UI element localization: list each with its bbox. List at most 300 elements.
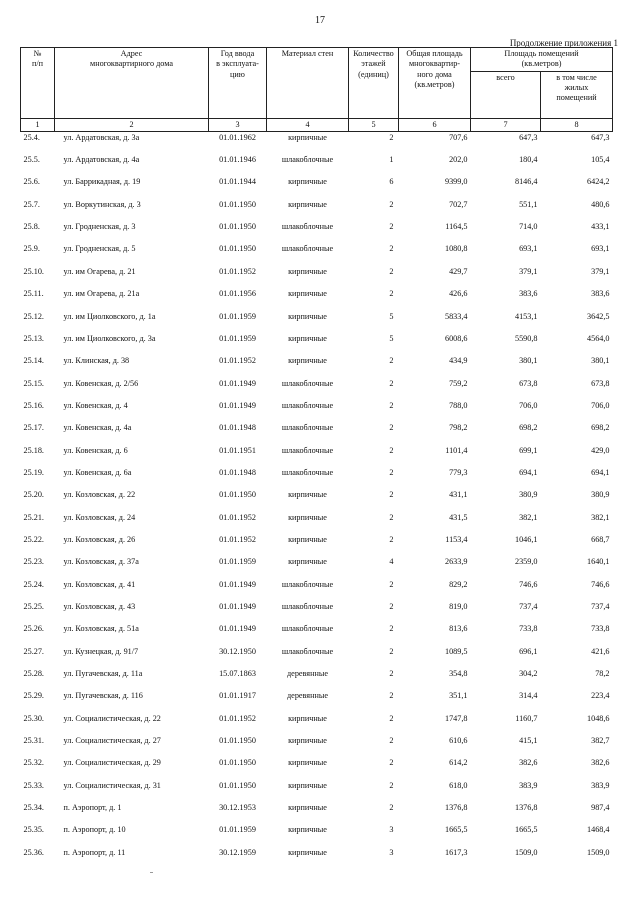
- row-number: 25.19.: [23, 467, 44, 477]
- table-row: [21, 446, 613, 468]
- wall-material: кирпичные: [288, 333, 327, 343]
- floors: 1: [389, 155, 394, 165]
- premises-area-residential: 673,8: [591, 378, 610, 388]
- premises-area-all: 698,2: [519, 423, 538, 433]
- premises-area-residential: 1468,4: [587, 825, 610, 835]
- total-area: 1080,8: [444, 244, 468, 254]
- premises-area-all: 1046,1: [514, 534, 538, 544]
- wall-material: кирпичные: [288, 199, 327, 209]
- table-row: [21, 602, 613, 624]
- premises-area-residential: 382,6: [591, 758, 610, 768]
- address: ул. им Огарева, д. 21: [63, 266, 136, 276]
- row-number: 25.27.: [23, 646, 44, 656]
- premises-area-residential: 78,2: [595, 669, 610, 678]
- column-number: 7: [471, 118, 541, 131]
- table-row: [21, 714, 613, 736]
- premises-area-residential: 382,1: [591, 512, 610, 522]
- premises-area-residential: 1048,6: [587, 713, 610, 723]
- total-area: 1089,5: [444, 646, 468, 656]
- wall-material: шлакоблочные: [281, 423, 334, 433]
- table-row: [21, 200, 613, 222]
- commission-date: 01.01.1944: [219, 177, 256, 187]
- premises-area-residential: 379,1: [591, 266, 610, 276]
- floors: 3: [389, 825, 394, 835]
- premises-area-all: 1665,5: [514, 825, 538, 835]
- scan-mark: [150, 872, 153, 873]
- address: ул. Ковенская, д. 4а: [63, 423, 132, 433]
- total-area: 788,0: [449, 400, 468, 410]
- wall-material: кирпичные: [288, 490, 327, 500]
- wall-material: кирпичные: [288, 289, 327, 299]
- floors: 2: [389, 244, 394, 254]
- commission-date: 01.01.1952: [219, 356, 256, 366]
- commission-date: 30.12.1950: [219, 646, 256, 656]
- total-area: 9399,0: [444, 177, 468, 187]
- total-area: 702,7: [449, 199, 468, 209]
- premises-area-residential: 383,9: [591, 780, 610, 790]
- wall-material: деревянные: [287, 669, 328, 678]
- address: ул. Ковенская, д. 4: [63, 400, 128, 410]
- premises-area-all: 415,1: [519, 736, 538, 746]
- floors: 2: [389, 132, 394, 142]
- commission-date: 01.01.1950: [219, 758, 256, 768]
- premises-area-all: 379,1: [519, 266, 538, 276]
- floors: 2: [389, 378, 394, 388]
- wall-material: шлакоблочные: [281, 378, 334, 388]
- floors: 3: [389, 847, 394, 857]
- row-number: 25.22.: [23, 534, 44, 544]
- floors: 2: [389, 736, 394, 746]
- address: ул. Козловская, д. 24: [63, 512, 136, 522]
- address: ул. Козловская, д. 22: [63, 490, 136, 500]
- address: ул. им Циолковского, д. 3а: [63, 333, 156, 343]
- header-floors: Количество этажей (единиц): [349, 48, 399, 119]
- column-number: 3: [209, 118, 267, 131]
- table-row: [21, 825, 613, 847]
- floors: 2: [389, 713, 394, 723]
- premises-area-all: 8146,4: [514, 177, 538, 187]
- column-number: 4: [267, 118, 349, 131]
- floors: 2: [389, 467, 394, 477]
- table-row: [21, 177, 613, 199]
- premises-area-all: 180,4: [519, 155, 538, 165]
- row-number: 25.7.: [23, 199, 40, 209]
- row-number: 25.13.: [23, 333, 44, 343]
- row-number: 25.28.: [23, 669, 44, 678]
- wall-material: шлакоблочные: [281, 222, 334, 232]
- commission-date: 01.01.1948: [219, 467, 256, 477]
- header-material: Материал стен: [267, 48, 349, 119]
- wall-material: шлакоблочные: [281, 155, 334, 165]
- commission-date: 01.01.1917: [219, 691, 256, 701]
- wall-material: кирпичные: [288, 780, 327, 790]
- address: ул. Пугачевская, д. 11а: [63, 669, 143, 678]
- premises-area-residential: 223,4: [591, 691, 610, 701]
- premises-area-residential: 429,0: [591, 445, 610, 455]
- row-number: 25.23.: [23, 557, 44, 567]
- wall-material: кирпичные: [288, 534, 327, 544]
- row-number: 25.17.: [23, 423, 44, 433]
- address: ул. Социалистическая, д. 22: [63, 713, 161, 723]
- row-number: 25.12.: [23, 311, 44, 321]
- header-residential: в том числе жилых помещений: [541, 71, 613, 118]
- total-area: 354,8: [449, 669, 468, 678]
- total-area: 707,6: [449, 132, 468, 142]
- address: ул. Ковенская, д. 6а: [63, 467, 132, 477]
- continuation-label: Продолжение приложения 1: [509, 38, 618, 48]
- table-row: [21, 379, 613, 401]
- header-total-area: Общая площадь многоквартир- ного дома (кв.метров): [399, 48, 471, 119]
- premises-area-all: 383,6: [519, 289, 538, 299]
- row-number: 25.4.: [23, 132, 40, 142]
- wall-material: шлакоблочные: [281, 467, 334, 477]
- total-area: 5833,4: [444, 311, 468, 321]
- table-row: [21, 513, 613, 535]
- commission-date: 01.01.1951: [219, 445, 256, 455]
- premises-area-all: 382,1: [519, 512, 538, 522]
- commission-date: 01.01.1952: [219, 534, 256, 544]
- address: ул. Клинская, д. 38: [63, 356, 130, 366]
- address: ул. Воркутинская, д. 3: [63, 199, 141, 209]
- address: ул. Ардатовская, д. 3а: [63, 132, 140, 142]
- row-number: 25.9.: [23, 244, 40, 254]
- total-area: 434,9: [449, 356, 468, 366]
- premises-area-residential: 380,1: [591, 356, 610, 366]
- total-area: 1376,8: [444, 803, 468, 813]
- page-number: 17: [315, 15, 325, 26]
- table-row: [21, 244, 613, 266]
- premises-area-all: 699,1: [519, 445, 538, 455]
- total-area: 614,2: [449, 758, 468, 768]
- wall-material: шлакоблочные: [281, 646, 334, 656]
- floors: 2: [389, 579, 394, 589]
- table-header: [21, 48, 613, 132]
- commission-date: 30.12.1953: [219, 803, 256, 813]
- table-row: [21, 624, 613, 646]
- address: ул. Пугачевская, д. 116: [63, 691, 143, 701]
- premises-area-residential: 480,6: [591, 199, 610, 209]
- premises-area-all: 706,0: [519, 400, 538, 410]
- total-area: 829,2: [449, 579, 468, 589]
- floors: 2: [389, 356, 394, 366]
- wall-material: кирпичные: [288, 825, 327, 835]
- row-number: 25.16.: [23, 400, 44, 410]
- floors: 2: [389, 400, 394, 410]
- total-area: 618,0: [449, 780, 468, 790]
- row-number: 25.33.: [23, 780, 44, 790]
- row-number: 25.35.: [23, 825, 44, 835]
- commission-date: 01.01.1962: [219, 132, 256, 142]
- premises-area-residential: 737,4: [591, 601, 610, 611]
- total-area: 6008,6: [444, 333, 468, 343]
- commission-date: 01.01.1949: [219, 624, 256, 634]
- total-area: 759,2: [449, 378, 468, 388]
- commission-date: 01.01.1956: [219, 289, 256, 299]
- table-row: [21, 535, 613, 557]
- premises-area-residential: 706,0: [591, 400, 610, 410]
- table-row: [21, 334, 613, 356]
- premises-area-all: 746,6: [519, 579, 538, 589]
- premises-area-residential: 746,6: [591, 579, 610, 589]
- commission-date: 01.01.1959: [219, 557, 256, 567]
- table-row: [21, 401, 613, 423]
- commission-date: 01.01.1952: [219, 266, 256, 276]
- premises-area-all: 1376,8: [514, 803, 538, 813]
- table-row: [21, 468, 613, 490]
- total-area: 798,2: [449, 423, 468, 433]
- table-row: [21, 736, 613, 758]
- floors: 2: [389, 780, 394, 790]
- premises-area-all: 382,6: [519, 758, 538, 768]
- header-premises-area: Площадь помещений (кв.метров): [471, 48, 613, 72]
- address: ул. Кузнецкая, д. 91/7: [63, 646, 139, 656]
- commission-date: 01.01.1948: [219, 423, 256, 433]
- wall-material: шлакоблочные: [281, 624, 334, 634]
- commission-date: 01.01.1949: [219, 601, 256, 611]
- address: ул. Козловская, д. 37а: [63, 557, 139, 567]
- floors: 2: [389, 199, 394, 209]
- floors: 2: [389, 691, 394, 701]
- column-number: 6: [399, 118, 471, 131]
- row-number: 25.30.: [23, 713, 44, 723]
- premises-area-residential: 382,7: [591, 736, 610, 746]
- commission-date: 01.01.1949: [219, 400, 256, 410]
- wall-material: кирпичные: [288, 803, 327, 813]
- row-number: 25.11.: [23, 289, 44, 299]
- premises-area-residential: 733,8: [591, 624, 610, 634]
- address: ул. Ардатовская, д. 4а: [63, 155, 140, 165]
- floors: 2: [389, 266, 394, 276]
- row-number: 25.36.: [23, 847, 44, 857]
- wall-material: кирпичные: [288, 512, 327, 522]
- housing-table: [20, 47, 613, 870]
- wall-material: шлакоблочные: [281, 445, 334, 455]
- address: ул. Козловская, д. 43: [63, 601, 136, 611]
- total-area: 1101,4: [445, 445, 468, 455]
- commission-date: 01.01.1950: [219, 244, 256, 254]
- wall-material: кирпичные: [288, 177, 327, 187]
- total-area: 779,3: [449, 467, 468, 477]
- premises-area-all: 551,1: [519, 199, 538, 209]
- floors: 2: [389, 803, 394, 813]
- wall-material: кирпичные: [288, 356, 327, 366]
- table-row: [21, 669, 613, 691]
- row-number: 25.32.: [23, 758, 44, 768]
- premises-area-all: 4153,1: [514, 311, 538, 321]
- premises-area-all: 5590,8: [514, 333, 538, 343]
- wall-material: кирпичные: [288, 132, 327, 142]
- premises-area-all: 737,4: [519, 601, 538, 611]
- wall-material: кирпичные: [288, 847, 327, 857]
- premises-area-residential: 1640,1: [587, 557, 610, 567]
- address: ул. Баррикадная, д. 19: [63, 177, 141, 187]
- wall-material: шлакоблочные: [281, 601, 334, 611]
- floors: 5: [389, 311, 394, 321]
- wall-material: шлакоблочные: [281, 400, 334, 410]
- address: ул. Козловская, д. 26: [63, 534, 136, 544]
- total-area: 1164,5: [445, 222, 468, 232]
- total-area: 1665,5: [444, 825, 468, 835]
- table-row: [21, 848, 613, 870]
- floors: 2: [389, 289, 394, 299]
- premises-area-residential: 698,2: [591, 423, 610, 433]
- commission-date: 01.01.1952: [219, 512, 256, 522]
- floors: 6: [389, 177, 394, 187]
- address: п. Аэропорт, д. 11: [63, 847, 126, 857]
- table-row: [21, 691, 613, 713]
- premises-area-residential: 1509,0: [587, 847, 610, 857]
- row-number: 25.15.: [23, 378, 44, 388]
- column-number: 1: [21, 118, 55, 131]
- floors: 2: [389, 423, 394, 433]
- premises-area-residential: 4564,0: [587, 333, 610, 343]
- commission-date: 01.01.1950: [219, 222, 256, 232]
- premises-area-all: 383,9: [519, 780, 538, 790]
- premises-area-all: 1160,7: [515, 713, 538, 723]
- premises-area-residential: 6424,2: [587, 177, 610, 187]
- table-row: [21, 423, 613, 445]
- premises-area-residential: 105,4: [591, 155, 610, 165]
- commission-date: 01.01.1950: [219, 736, 256, 746]
- row-number: 25.18.: [23, 445, 44, 455]
- header-year: Год ввода в эксплуата- цию: [209, 48, 267, 119]
- total-area: 819,0: [449, 601, 468, 611]
- row-number: 25.5.: [23, 155, 40, 165]
- total-area: 1617,3: [444, 847, 468, 857]
- floors: 2: [389, 512, 394, 522]
- floors: 2: [389, 222, 394, 232]
- floors: 4: [389, 557, 394, 567]
- table-row: [21, 131, 613, 155]
- total-area: 429,7: [449, 266, 468, 276]
- total-area: 351,1: [449, 691, 468, 701]
- premises-area-all: 1509,0: [514, 847, 538, 857]
- address: ул. Ковенская, д. 6: [63, 445, 128, 455]
- commission-date: 01.01.1949: [219, 579, 256, 589]
- row-number: 25.24.: [23, 579, 44, 589]
- row-number: 25.21.: [23, 512, 44, 522]
- premises-area-all: 647,3: [519, 132, 538, 142]
- premises-area-residential: 380,9: [591, 490, 610, 500]
- premises-area-all: 694,1: [519, 467, 538, 477]
- row-number: 25.26.: [23, 624, 44, 634]
- column-numbers-row: [21, 118, 613, 131]
- column-number: 8: [541, 118, 613, 131]
- commission-date: 01.01.1950: [219, 490, 256, 500]
- commission-date: 01.01.1959: [219, 333, 256, 343]
- floors: 2: [389, 601, 394, 611]
- floors: 2: [389, 669, 394, 678]
- commission-date: 01.01.1959: [219, 311, 256, 321]
- address: ул. им Циолковского, д. 1а: [63, 311, 156, 321]
- row-number: 25.14.: [23, 356, 44, 366]
- premises-area-residential: 693,1: [591, 244, 610, 254]
- address: ул. Козловская, д. 51а: [63, 624, 139, 634]
- floors: 2: [389, 758, 394, 768]
- floors: 2: [389, 534, 394, 544]
- premises-area-residential: 421,6: [591, 646, 610, 656]
- wall-material: кирпичные: [288, 266, 327, 276]
- premises-area-residential: 433,1: [591, 222, 610, 232]
- table-row: [21, 557, 613, 579]
- premises-area-all: 714,0: [519, 222, 538, 232]
- table-row: [21, 289, 613, 311]
- premises-area-all: 380,1: [519, 356, 538, 366]
- floors: 2: [389, 624, 394, 634]
- table-row: [21, 356, 613, 378]
- premises-area-all: 2359,0: [514, 557, 538, 567]
- wall-material: кирпичные: [288, 758, 327, 768]
- row-number: 25.29.: [23, 691, 44, 701]
- commission-date: 01.01.1952: [219, 713, 256, 723]
- premises-area-residential: 668,7: [591, 534, 610, 544]
- table-row: [21, 781, 613, 803]
- premises-area-residential: 987,4: [591, 803, 610, 813]
- header-address: Адрес многоквартирного дома: [55, 48, 209, 119]
- row-number: 25.34.: [23, 803, 44, 813]
- wall-material: кирпичные: [288, 736, 327, 746]
- premises-area-all: 673,8: [519, 378, 538, 388]
- table-row: [21, 803, 613, 825]
- premises-area-all: 304,2: [519, 669, 538, 678]
- row-number: 25.10.: [23, 266, 44, 276]
- total-area: 431,5: [449, 512, 468, 522]
- table-row: [21, 758, 613, 780]
- wall-material: шлакоблочные: [281, 579, 334, 589]
- premises-area-residential: 3642,5: [587, 311, 610, 321]
- row-number: 25.20.: [23, 490, 44, 500]
- total-area: 202,0: [449, 155, 468, 165]
- premises-area-residential: 647,3: [591, 132, 610, 142]
- total-area: 2633,9: [444, 557, 468, 567]
- commission-date: 15.07.1863: [219, 669, 256, 678]
- table-row: [21, 647, 613, 669]
- address: ул. Социалистическая, д. 29: [63, 758, 161, 768]
- address: ул. Гродненская, д. 3: [63, 222, 136, 232]
- premises-area-all: 380,9: [519, 490, 538, 500]
- row-number: 25.6.: [23, 177, 40, 187]
- column-number: 2: [55, 118, 209, 131]
- total-area: 610,6: [449, 736, 468, 746]
- table-row: [21, 580, 613, 602]
- commission-date: 01.01.1946: [219, 155, 256, 165]
- address: ул. Социалистическая, д. 31: [63, 780, 161, 790]
- table-row: [21, 490, 613, 512]
- address: ул. Гродненская, д. 5: [63, 244, 136, 254]
- floors: 2: [389, 445, 394, 455]
- wall-material: кирпичные: [288, 713, 327, 723]
- floors: 2: [389, 490, 394, 500]
- table-row: [21, 222, 613, 244]
- total-area: 426,6: [449, 289, 468, 299]
- header-all: всего: [471, 71, 541, 118]
- floors: 5: [389, 333, 394, 343]
- header-num: № п/п: [21, 48, 55, 119]
- commission-date: 01.01.1950: [219, 199, 256, 209]
- premises-area-residential: 694,1: [591, 467, 610, 477]
- commission-date: 01.01.1949: [219, 378, 256, 388]
- premises-area-all: 314,4: [519, 691, 538, 701]
- wall-material: кирпичные: [288, 557, 327, 567]
- table-row: [21, 155, 613, 177]
- premises-area-all: 696,1: [519, 646, 538, 656]
- total-area: 1747,8: [444, 713, 468, 723]
- address: п. Аэропорт, д. 10: [63, 825, 126, 835]
- wall-material: кирпичные: [288, 311, 327, 321]
- premises-area-all: 733,8: [519, 624, 538, 634]
- address: п. Аэропорт, д. 1: [63, 803, 122, 813]
- commission-date: 30.12.1959: [219, 847, 256, 857]
